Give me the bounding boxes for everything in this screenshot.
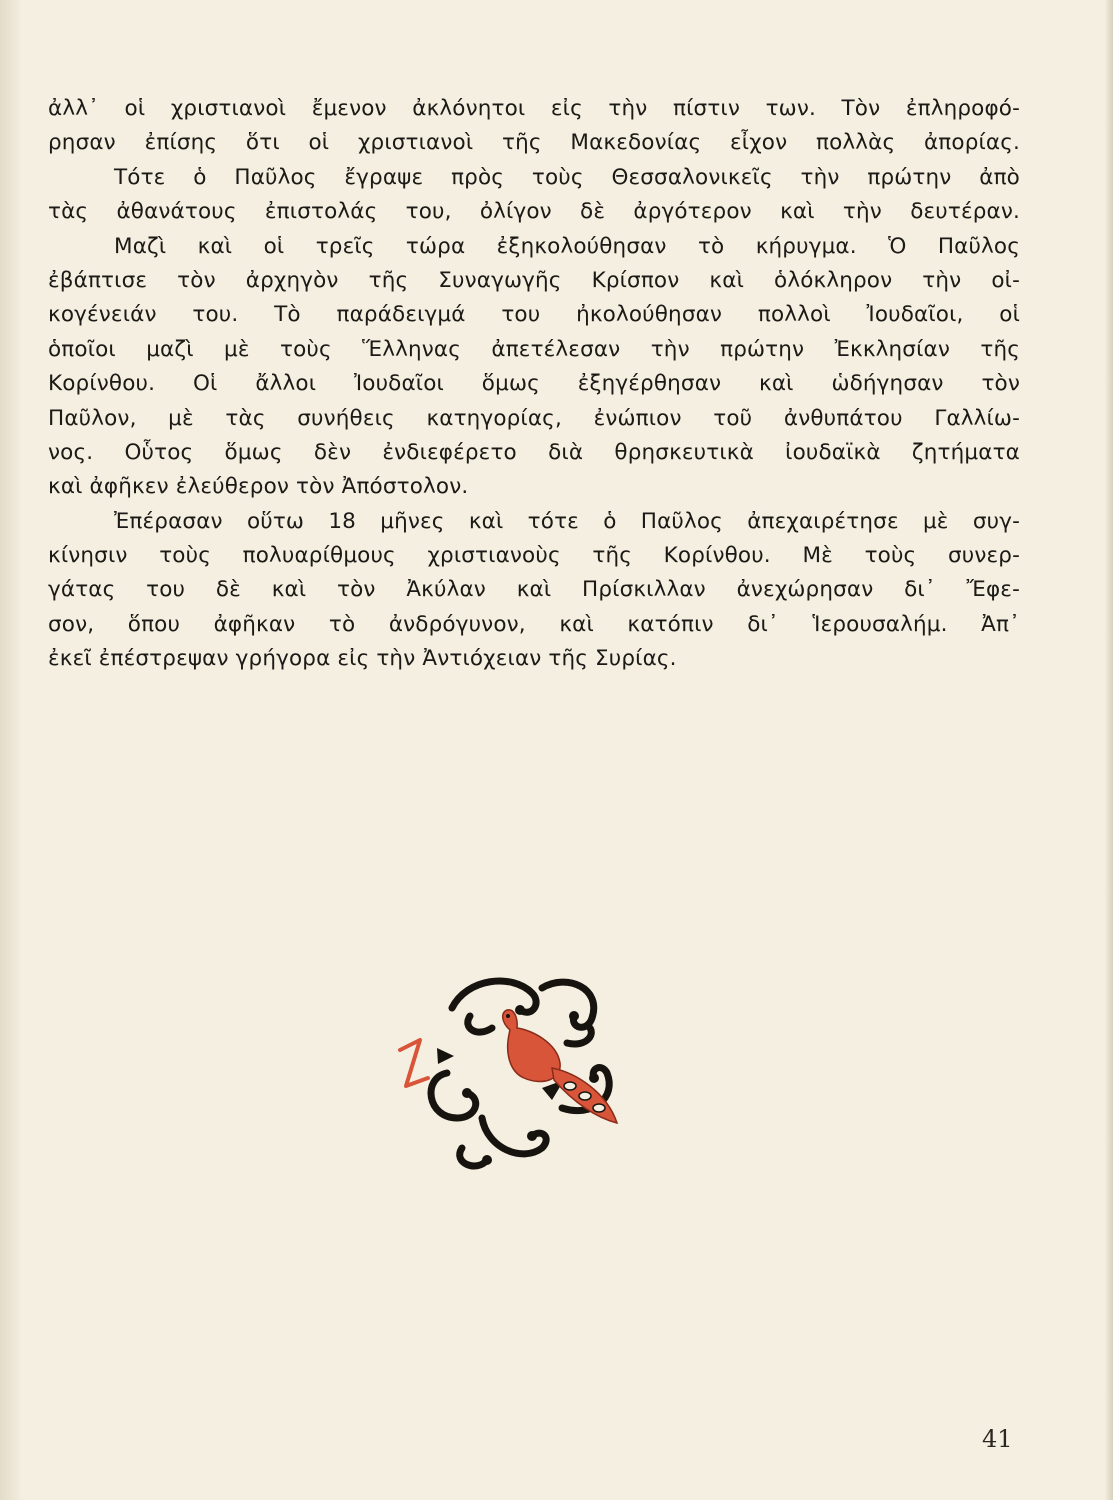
text-line: Μαζὶ καὶ οἱ τρεῖς τώρα ἐξηκολούθησαν τὸ κήρυγμα. Ὁ Παῦλος [114, 233, 1020, 259]
text-line: Παῦλον, μὲ τὰς συνήθεις κατηγορίας, ἐνώπιον τοῦ ἀνθυπάτου Γαλλίω- [48, 405, 1020, 431]
text-line: νος. Οὗτος ὅμως δὲν ἐνδιεφέρετο διὰ θρησκευτικὰ ἰουδαϊκὰ ζητήματα [48, 439, 1020, 465]
text-line: ὁποῖοι μαζὶ μὲ τοὺς Ἕλληνας ἀπετέλεσαν τὴν πρώτην Ἐκκλησίαν τῆς [48, 336, 1020, 362]
text-line: κογένειάν του. Τὸ παράδειγμά του ἠκολούθησαν πολλοὶ Ἰουδαῖοι, οἱ [48, 302, 1020, 328]
page-edge-left [0, 0, 20, 1500]
text-line: ἐκεῖ ἐπέστρεψαν γρήγορα εἰς τὴν Ἀντιόχειαν τῆς Συρίας. [48, 646, 677, 672]
text-line: ἀλλ᾽ οἱ χριστιανοὶ ἔμενον ἀκλόνητοι εἰς τὴν πίστιν των. Τὸν ἐπληροφό- [48, 96, 1020, 121]
text-line: καὶ ἀφῆκεν ἐλεύθερον τὸν Ἀπόστολον. [48, 474, 469, 500]
page-number: 41 [982, 1425, 1013, 1453]
text-line: Κορίνθου. Οἱ ἄλλοι Ἰουδαῖοι ὅμως ἐξηγέρθησαν καὶ ὡδήγησαν τὸν [48, 371, 1020, 397]
text-line: ρησαν ἐπίσης ὅτι οἱ χριστιανοὶ τῆς Μακεδονίας εἶχον πολλὰς ἀπορίας. [48, 130, 1020, 156]
text-line: Ἐπέρασαν οὕτω 18 μῆνες καὶ τότε ὁ Παῦλος ἀπεχαιρέτησε μὲ συγ- [114, 508, 1020, 534]
text-line: γάτας του δὲ καὶ τὸν Ἀκύλαν καὶ Πρίσκιλλαν ἀνεχώρησαν δι᾽ Ἔφε- [48, 577, 1020, 603]
text-line: σον, ὅπου ἀφῆκαν τὸ ἀνδρόγυνον, καὶ κατόπιν δι᾽ Ἱερουσαλήμ. Ἀπ᾽ [48, 611, 1020, 637]
text-line: κίνησιν τοὺς πολυαρίθμους χριστιανοὺς τῆς Κορίνθου. Μὲ τοὺς συνερ- [48, 543, 1020, 569]
page-edge-right [1105, 0, 1113, 1500]
body-text [48, 92, 1020, 677]
text-line: ἐβάπτισε τὸν ἀρχηγὸν τῆς Συναγωγῆς Κρίσπον καὶ ὁλόκληρον τὴν οἰ- [48, 267, 1020, 293]
peacock-vine-ornament-icon [392, 968, 642, 1178]
text-line: Τότε ὁ Παῦλος ἔγραψε πρὸς τοὺς Θεσσαλονικεῖς τὴν πρώτην ἀπὸ [114, 164, 1020, 190]
text-line: τὰς ἀθανάτους ἐπιστολάς του, ὀλίγον δὲ ἀργότερον καὶ τὴν δευτέραν. [48, 199, 1020, 225]
